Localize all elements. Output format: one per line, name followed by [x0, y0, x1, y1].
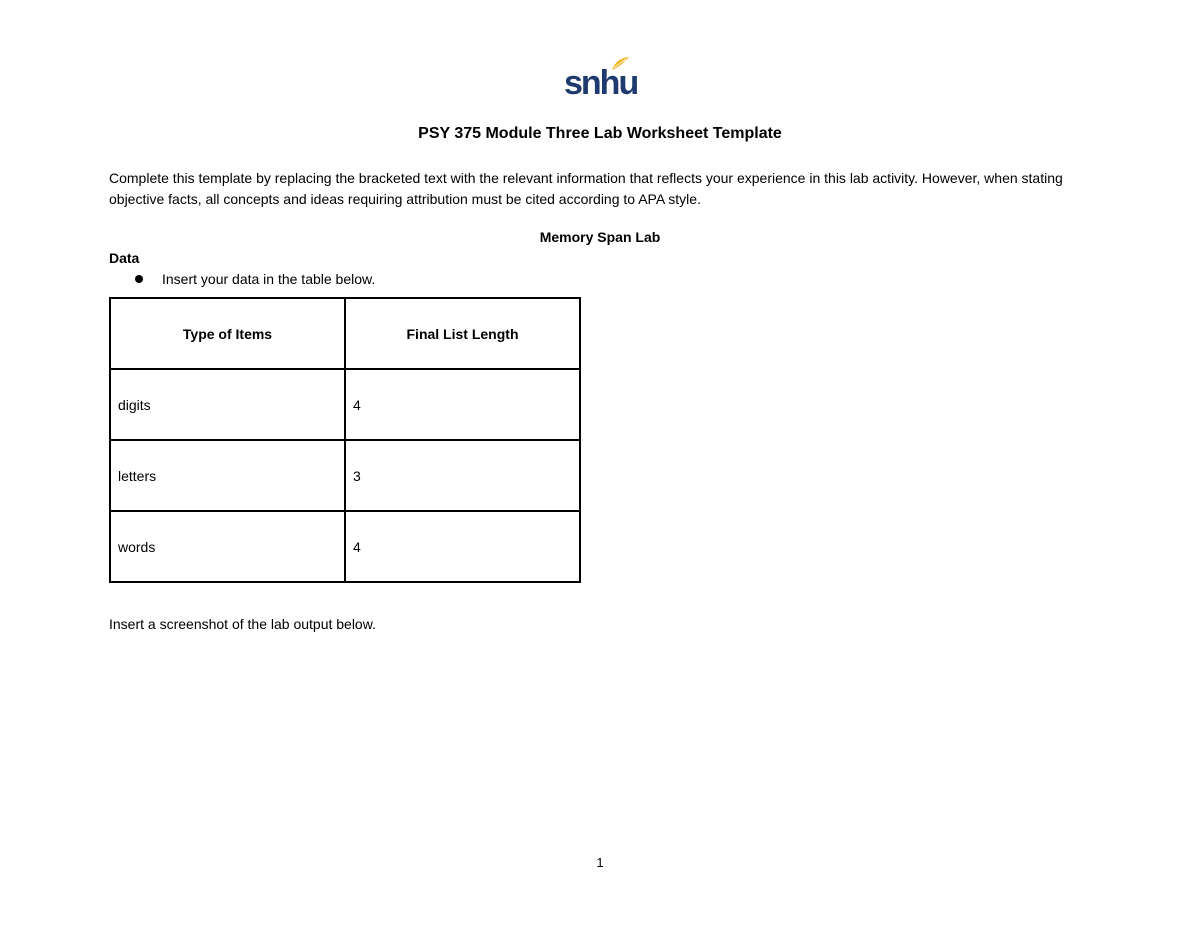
- table-row: [110, 440, 580, 511]
- snhu-logo: [564, 56, 638, 104]
- table-header-cell: Type of Items: [110, 298, 345, 369]
- table-row: [110, 511, 580, 582]
- bullet-item: [135, 271, 375, 287]
- table-header-row: [110, 298, 580, 369]
- page-number: 1: [596, 855, 604, 870]
- table-cell[interactable]: digits: [110, 369, 345, 440]
- table-header-cell: Final List Length: [345, 298, 580, 369]
- document-title: PSY 375 Module Three Lab Worksheet Template: [418, 125, 782, 142]
- screenshot-instruction: Insert a screenshot of the lab output below.: [109, 616, 376, 632]
- leaf-icon: [610, 56, 630, 72]
- table-cell[interactable]: 4: [345, 369, 580, 440]
- table-cell[interactable]: 3: [345, 440, 580, 511]
- table-cell[interactable]: words: [110, 511, 345, 582]
- intro-paragraph: Complete this template by replacing the bracketed text with the relevant information that reflects your experience in this lab activity. However, when stating objective facts, all concepts and ideas requiring attribution must be cited according to APA style.: [109, 170, 1063, 207]
- table-cell[interactable]: letters: [110, 440, 345, 511]
- table-row: [110, 369, 580, 440]
- section-heading: Memory Span Lab: [539, 229, 661, 245]
- data-heading: Data: [109, 250, 140, 266]
- table-cell[interactable]: 4: [345, 511, 580, 582]
- bullet-text: Insert your data in the table below.: [162, 271, 376, 287]
- data-table: [109, 297, 581, 583]
- bullet-icon: [135, 275, 143, 283]
- logo-wordmark: snhu: [564, 64, 638, 102]
